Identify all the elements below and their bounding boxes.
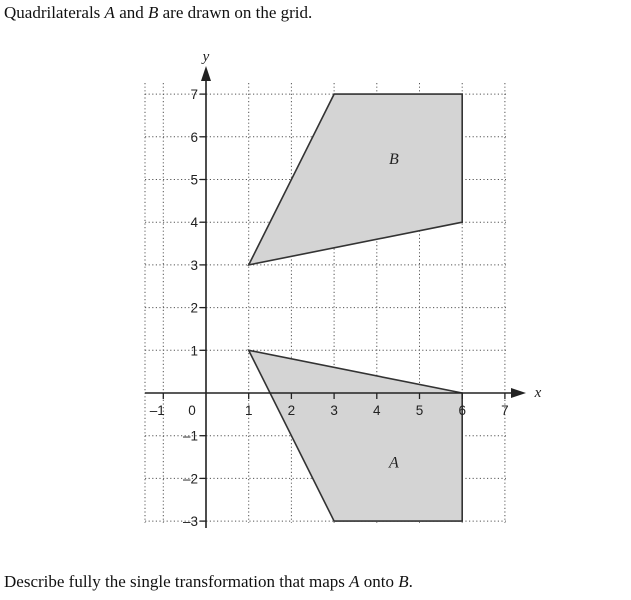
prompt-b-ref: B	[398, 572, 409, 591]
x-tick-label: 3	[330, 403, 338, 418]
x-tick-label: 5	[415, 403, 424, 418]
x-tick-label: 1	[244, 403, 253, 418]
x-tick-label: 6	[458, 403, 466, 418]
shape-b-ref: B	[147, 3, 159, 22]
origin-label: 0	[188, 403, 196, 418]
y-tick-label: –2	[182, 471, 198, 487]
question-part-3: are drawn on the grid.	[158, 3, 313, 22]
x-tick-label: 2	[287, 403, 296, 418]
y-tick-label: 5	[190, 172, 198, 188]
y-tick-label: 2	[190, 300, 198, 316]
prompt-a-ref: A	[349, 572, 360, 591]
question-part-1: Quadrilaterals	[4, 3, 105, 22]
question-part-2: and	[114, 3, 148, 22]
y-axis-arrow	[201, 66, 211, 81]
x-axis-label: x	[534, 385, 542, 401]
y-tick-label: 4	[190, 215, 198, 231]
y-tick-label: 1	[190, 343, 198, 359]
y-tick-label: 6	[190, 129, 198, 145]
x-tick-label: 7	[501, 403, 509, 418]
shape-a-ref: A	[104, 3, 115, 22]
prompt-part-2: onto	[359, 572, 399, 591]
x-tick-label: –1	[149, 403, 165, 418]
shape-label-a: A	[388, 454, 399, 472]
prompt-part-1: Describe fully the single transformation that maps	[4, 572, 350, 591]
prompt-part-3: .	[408, 572, 413, 591]
y-axis-label: y	[202, 49, 210, 65]
shape-a	[249, 350, 463, 521]
shape-label-b: B	[388, 151, 399, 169]
y-tick-label: –3	[182, 514, 198, 530]
shape-b	[249, 94, 463, 265]
y-tick-label: 7	[190, 87, 198, 103]
y-tick-label: –1	[182, 428, 198, 444]
y-tick-label: 3	[190, 257, 198, 273]
x-tick-label: 4	[373, 403, 381, 418]
prompt-text	[4, 571, 413, 593]
x-axis-arrow	[511, 388, 526, 398]
